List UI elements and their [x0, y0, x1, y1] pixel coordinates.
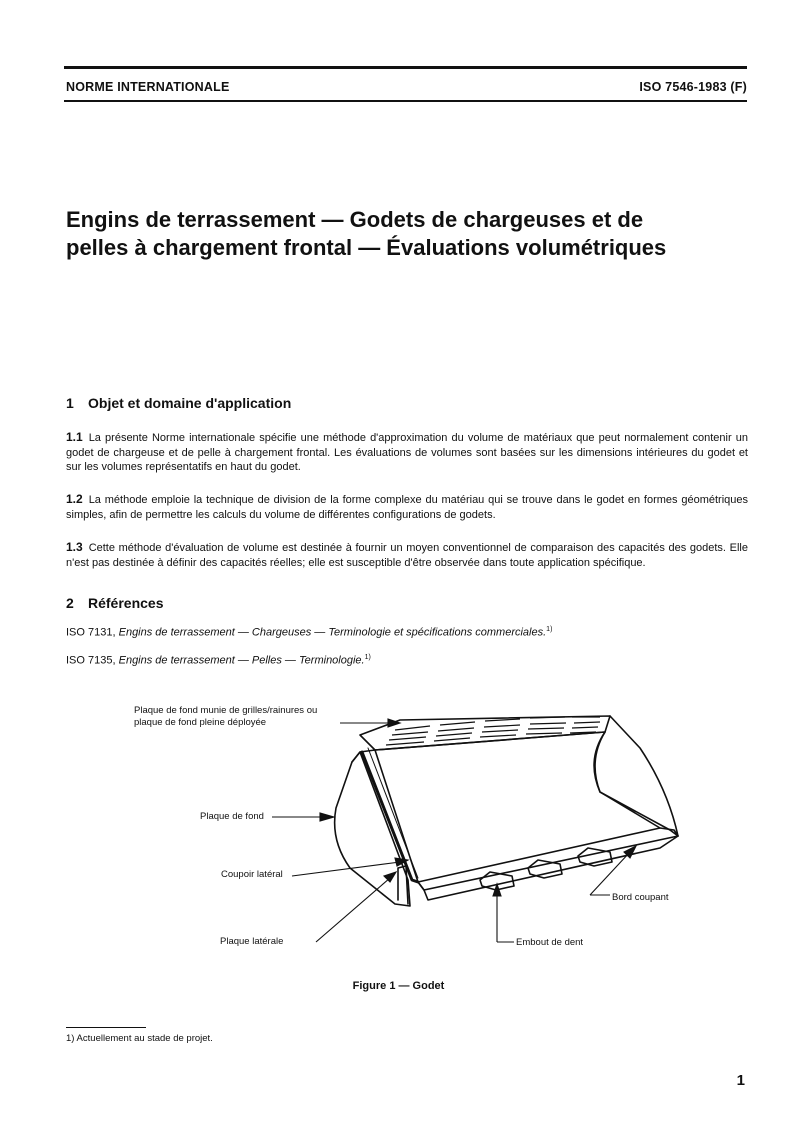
- header-standard-code: ISO 7546-1983 (F): [639, 80, 747, 94]
- reference-iso-7131: [66, 626, 552, 639]
- paragraph-number: 1.3: [66, 540, 83, 554]
- label-tooth-tip: Embout de dent: [516, 937, 584, 948]
- label-grille-plate-line-2: plaque de fond pleine déployée: [134, 717, 267, 728]
- paragraph-text: La présente Norme internationale spécifie une méthode d'approximation du volume de matériaux que peut normalement contenir un godet de chargeuse et de pelle à chargement frontal. Les évaluations de volumes sont basées sur les dimensions intérieures du godet et sur les volumes représentatifs en haut du godet.: [66, 432, 748, 473]
- section-2-heading: [66, 595, 164, 611]
- paragraph-number: 1.2: [66, 492, 83, 506]
- reference-footnote-mark: 1): [546, 626, 553, 633]
- cutting-edge: [418, 836, 678, 900]
- footnote: 1) Actuellement au stade de projet.: [66, 1033, 213, 1044]
- bucket-figure: [0, 690, 797, 965]
- section-1-heading: [66, 395, 291, 411]
- footnote-rule: [66, 1027, 146, 1028]
- header-standard-type: NORME INTERNATIONALE: [66, 80, 230, 94]
- section-2-title: Références: [88, 595, 164, 611]
- figure-caption: Figure 1 — Godet: [352, 980, 445, 992]
- side-cutter: [362, 752, 418, 882]
- floor-plate: [375, 732, 660, 882]
- reference-footnote-mark: 1): [364, 654, 371, 661]
- section-2-number: 2: [66, 595, 74, 611]
- label-bottom-plate: Plaque de fond: [200, 811, 264, 822]
- document-title: [66, 206, 756, 262]
- paragraph-1-2: [66, 492, 748, 522]
- label-grille-plate-line-1: Plaque de fond munie de grilles/rainures ou: [134, 705, 318, 716]
- paragraph-number: 1.1: [66, 430, 83, 444]
- paragraph-1-1: [66, 430, 748, 475]
- reference-iso-7135: [66, 654, 371, 667]
- paragraph-text: Cette méthode d'évaluation de volume est destinée à fournir un moyen conventionnel de comparaison des capacités des godets. Elle n'est pas destinée à définir des capacités réelles; elle est susceptible d'être observée dans toute application spécifique.: [66, 542, 748, 569]
- section-1-number: 1: [66, 395, 74, 411]
- tooth-2: [528, 860, 562, 878]
- page-number: 1: [736, 1072, 745, 1089]
- title-line-2: pelles à chargement frontal — Évaluations volumétriques: [66, 235, 667, 260]
- reference-code: ISO 7135,: [66, 654, 116, 667]
- section-1-title: Objet et domaine d'application: [88, 395, 292, 411]
- reference-code: ISO 7131,: [66, 626, 116, 639]
- label-side-plate: Plaque latérale: [220, 936, 284, 947]
- label-cutting-edge: Bord coupant: [612, 892, 669, 903]
- reference-title: Engins de terrassement — Pelles — Terminologie.: [118, 654, 365, 667]
- paragraph-text: La méthode emploie la technique de division de la forme complexe du matériau qui se trouve dans le godet en formes géométriques simples, afin de permettre les calculs du volume de différentes configurations de godets.: [66, 494, 748, 521]
- paragraph-1-3: [66, 540, 748, 570]
- header-bottom-rule: [64, 100, 747, 102]
- right-side-plate: [595, 716, 678, 836]
- header-top-rule: [64, 66, 747, 69]
- title-line-1: Engins de terrassement — Godets de chargeuses et de: [66, 207, 644, 232]
- label-grille-plate: [134, 705, 317, 729]
- label-side-cutter: Coupoir latéral: [221, 869, 283, 880]
- reference-title: Engins de terrassement — Chargeuses — Terminologie et spécifications commerciales.: [118, 626, 547, 639]
